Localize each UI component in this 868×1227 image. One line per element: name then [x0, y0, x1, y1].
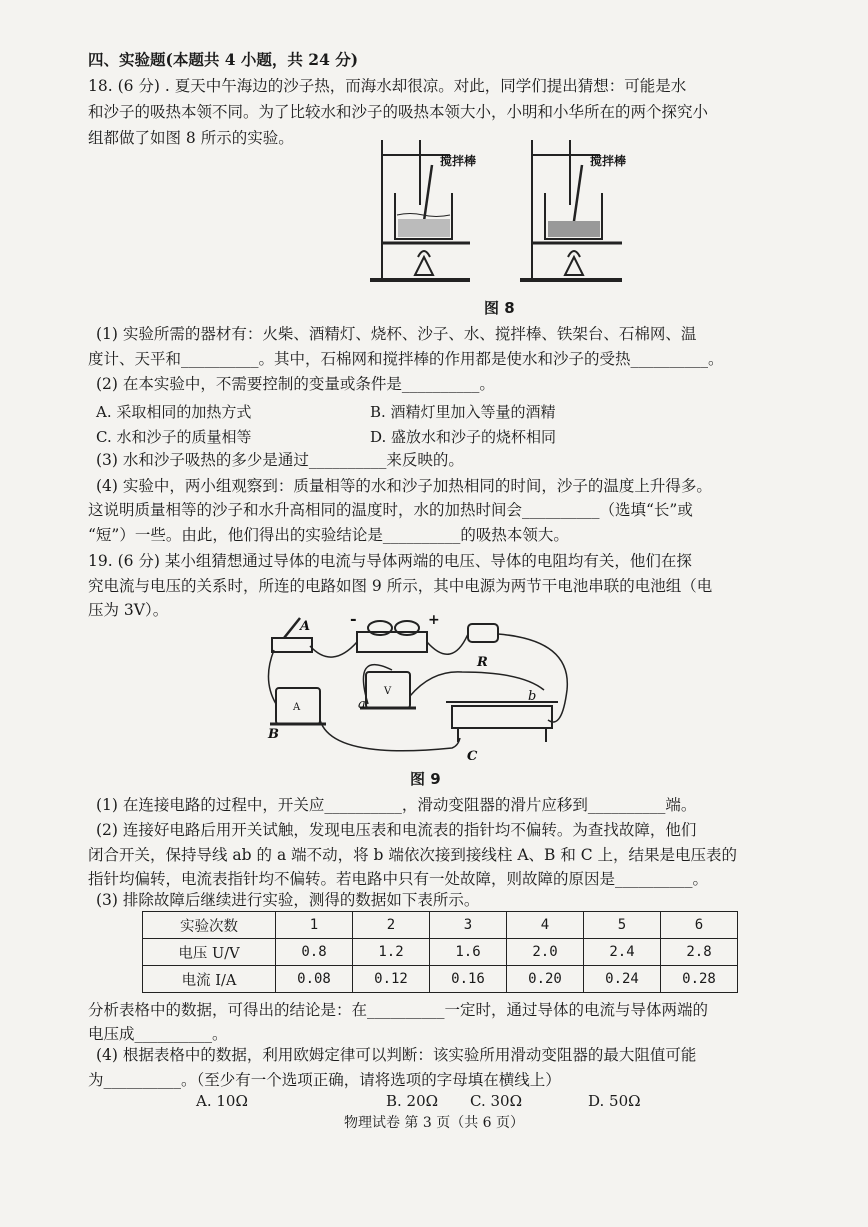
- q19-after-line-1: 分析表格中的数据，可得出的结论是：在__________一定时，通过导体的电流与导体两端的: [88, 1001, 709, 1019]
- table-header-cell: 实验次数: [143, 912, 276, 939]
- q19-after-line-2: 电压成__________。: [88, 1025, 228, 1043]
- table-header-cell: 6: [661, 912, 738, 939]
- battery-holder: [357, 632, 427, 652]
- switch-base: [272, 638, 312, 652]
- figure-9-caption: 图 9: [410, 770, 441, 788]
- q19-option-b: B. 20Ω: [386, 1092, 439, 1110]
- table-cell: 1.6: [430, 939, 507, 966]
- q18-intro-line-1: 18. (6 分) . 夏天中午海边的沙子热，而海水却很凉。对此，同学们提出猜想：可能是水: [88, 77, 687, 95]
- table-cell: 0.28: [661, 966, 738, 993]
- stir-rod-label-right: 搅拌棒: [590, 154, 627, 168]
- q19-sub-line-4: 指针均偏转，电流表指针均不偏转。若电路中只有一处故障，则故障的原因是__________。: [88, 870, 709, 888]
- q19-sub-line-5: (3) 排除故障后继续进行实验，测得的数据如下表所示。: [96, 891, 480, 909]
- q19-sub-line-3: 闭合开关，保持导线 ab 的 a 端不动，将 b 端依次接到接线柱 A、B 和 C 上，结果是电压表的: [88, 846, 738, 864]
- terminal-a-upper-label: A: [300, 619, 311, 634]
- table-cell: 0.8: [276, 939, 353, 966]
- q18-sub-line-2: 度计、天平和__________。其中，石棉网和搅拌棒的作用都是使水和沙子的受热__________。: [88, 350, 724, 368]
- q18-option-a: A. 采取相同的加热方式: [96, 403, 252, 421]
- q19-sub-line-1: (1) 在连接电路的过程中，开关应__________，滑动变阻器的滑片应移到__________端。: [96, 796, 697, 814]
- table-header-cell: 3: [430, 912, 507, 939]
- table-header-cell: 4: [507, 912, 584, 939]
- table-cell: 2.4: [584, 939, 661, 966]
- measurement-table: [142, 911, 738, 993]
- table-header-cell: 5: [584, 912, 661, 939]
- terminal-c-label: C: [467, 749, 478, 764]
- q18-tail-line-1: (3) 水和沙子吸热的多少是通过__________来反映的。: [96, 451, 464, 469]
- q19-sub-line-2: (2) 连接好电路后用开关试触，发现电压表和电流表的指针均不偏转。为查找故障，他们: [96, 821, 697, 839]
- q19-after-line-3: (4) 根据表格中的数据，利用欧姆定律可以判断：该实验所用滑动变阻器的最大阻值可能: [96, 1046, 697, 1064]
- figure-9-circuit: [262, 610, 582, 765]
- q18-sub-line-3: (2) 在本实验中，不需要控制的变量或条件是__________。: [96, 375, 495, 393]
- table-cell: 0.12: [353, 966, 430, 993]
- q18-option-d: D. 盛放水和沙子的烧杯相同: [370, 428, 557, 446]
- table-cell: 0.16: [430, 966, 507, 993]
- q19-intro-line-3: 压为 3V）。: [88, 601, 169, 619]
- section-heading: 四、实验题(本题共 4 小题，共 24 分): [88, 50, 359, 69]
- figure-8-heating-apparatus: [360, 135, 660, 295]
- figure-8-caption: 图 8: [484, 299, 515, 317]
- table-cell: 电压 U/V: [143, 939, 276, 966]
- q19-intro-line-1: 19. (6 分) 某小组猜想通过导体的电流与导体两端的电压、导体的电阻均有关，他们在探: [88, 552, 692, 570]
- q18-sub-line-1: (1) 实验所需的器材有：火柴、酒精灯、烧杯、沙子、水、搅拌棒、铁架台、石棉网、温: [96, 325, 697, 343]
- table-cell: 0.24: [584, 966, 661, 993]
- q18-option-b: B. 酒精灯里加入等量的酒精: [370, 403, 556, 421]
- table-row: [143, 939, 738, 966]
- q18-tail-line-4: “短”）一些。由此，他们得出的实验结论是__________的吸热本领大。: [88, 526, 569, 544]
- ammeter-symbol: A: [293, 702, 301, 713]
- q18-option-c: C. 水和沙子的质量相等: [96, 428, 252, 446]
- table-cell: 2.0: [507, 939, 584, 966]
- rheostat: [452, 706, 552, 728]
- table-row: [143, 966, 738, 993]
- table-cell: 0.20: [507, 966, 584, 993]
- page-footer: 物理试卷 第 3 页（共 6 页）: [343, 1115, 525, 1131]
- q19-option-a: A. 10Ω: [196, 1092, 248, 1110]
- stir-rod-label-left: 搅拌棒: [440, 154, 477, 168]
- q18-tail-line-2: (4) 实验中，两小组观察到：质量相等的水和沙子加热相同的时间，沙子的温度上升得多。: [96, 477, 712, 495]
- q18-intro-line-2: 和沙子的吸热本领不同。为了比较水和沙子的吸热本领大小，小明和小华所在的两个探究小: [88, 103, 709, 121]
- terminal-b-label: B: [268, 727, 279, 742]
- table-cell: 电流 I/A: [143, 966, 276, 993]
- q19-option-d: D. 50Ω: [588, 1092, 641, 1110]
- table-header-cell: 2: [353, 912, 430, 939]
- resistor-r-label: R: [477, 655, 488, 670]
- table-cell: 0.08: [276, 966, 353, 993]
- q19-intro-line-2: 究电流与电压的关系时，所连的电路如图 9 所示，其中电源为两节干电池串联的电池组（电: [88, 577, 713, 595]
- q18-tail-line-3: 这说明质量相等的沙子和水升高相同的温度时，水的加热时间会__________（选填“长”或: [88, 501, 693, 519]
- switch-lever: [284, 618, 300, 638]
- q18-intro-line-3: 组都做了如图 8 所示的实验。: [88, 129, 294, 147]
- battery-minus-label: -: [350, 610, 357, 628]
- wire-end-b-label: b: [528, 689, 537, 704]
- table-header-cell: 1: [276, 912, 353, 939]
- resistor-r: [468, 624, 498, 642]
- voltmeter-symbol: V: [384, 686, 392, 697]
- q19-after-line-4: 为__________。（至少有一个选项正确，请将选项的字母填在横线上）: [88, 1071, 561, 1089]
- table-header-row: [143, 912, 738, 939]
- table-cell: 1.2: [353, 939, 430, 966]
- q19-option-c: C. 30Ω: [470, 1092, 523, 1110]
- wire-end-a-label: a: [358, 697, 366, 712]
- table-cell: 2.8: [661, 939, 738, 966]
- battery-plus-label: +: [428, 612, 440, 628]
